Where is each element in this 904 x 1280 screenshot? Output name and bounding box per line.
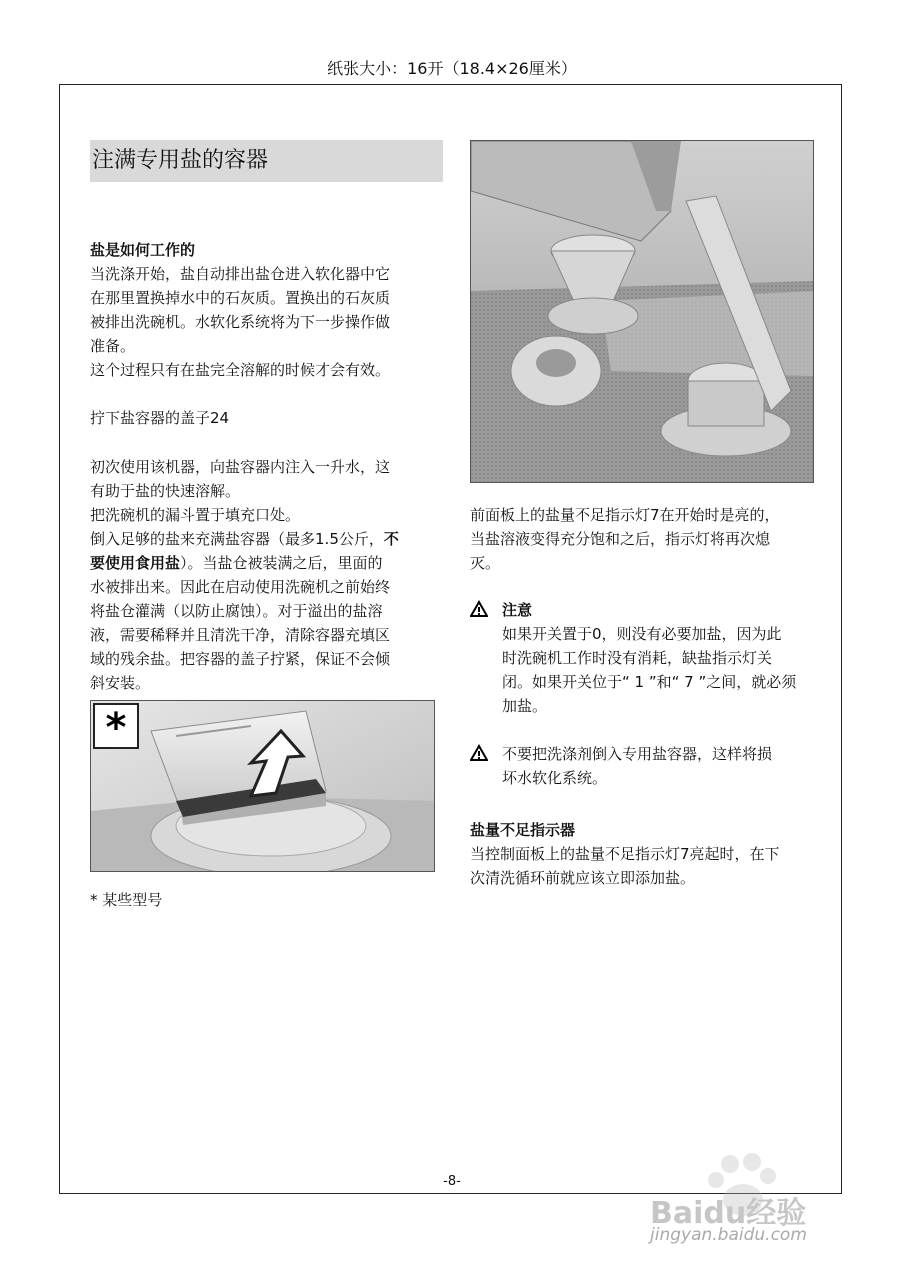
note-line: 闭。如果开关位于“ 1 ”和“ 7 ”之间，就必须 <box>502 673 797 691</box>
watermark-brand: Baidu经验 <box>650 1196 807 1231</box>
note-line: 如果开关置于0，则没有必要加盐，因为此 <box>502 625 782 643</box>
pour-text: 倒入足够的盐来充满盐容器（最多1.5公斤， <box>90 530 384 548</box>
how-it-works-title: 盐是如何工作的 <box>90 241 196 259</box>
note-title: 注意 <box>502 601 533 619</box>
warning-icon <box>470 744 488 762</box>
pour-bold: 不 <box>383 530 399 548</box>
salt-cap-drawing <box>91 701 435 872</box>
low-salt-block <box>470 818 815 890</box>
indicator-line: 灭。 <box>470 554 501 572</box>
pour-line <box>90 527 445 551</box>
warning-icon <box>470 600 488 618</box>
star-label: * <box>105 705 127 751</box>
page-number: -8- <box>443 1174 461 1189</box>
first-use-line: 有助于盐的快速溶解。 <box>90 482 241 500</box>
salt-cap-illustration <box>90 700 435 872</box>
how-line: 这个过程只有在盐完全溶解的时候才会有效。 <box>90 361 391 379</box>
indicator-line: 前面板上的盐量不足指示灯7在开始时是亮的， <box>470 506 780 524</box>
how-line: 当洗涤开始，盐自动排出盐仓进入软化器中它 <box>90 265 391 283</box>
watermark-url: jingyan.baidu.com <box>650 1225 807 1245</box>
warning-line: 不要把洗涤剂倒入专用盐容器，这样将损 <box>502 745 773 763</box>
pour-line: 将盐仓灌满（以防止腐蚀）。对于溢出的盐溶 <box>90 602 383 620</box>
salt-funnel-illustration <box>470 140 814 483</box>
first-use-line: 把洗碗机的漏斗置于填充口处。 <box>90 506 301 524</box>
section-title: 注满专用盐的容器 <box>90 140 443 182</box>
warning-line: 坏水软化系统。 <box>502 769 608 787</box>
detergent-warning-block <box>470 742 815 790</box>
salt-funnel-drawing <box>471 141 814 483</box>
pour-bold: 要使用食用盐 <box>90 554 181 572</box>
how-it-works-block <box>90 238 445 382</box>
indicator-block <box>470 503 815 575</box>
pour-line: 斜安装。 <box>90 674 151 692</box>
indicator-line: 当盐溶液变得充分饱和之后，指示灯将再次熄 <box>470 530 771 548</box>
pour-line: 水被排出来。因此在启动使用洗碗机之前始终 <box>90 578 391 596</box>
footnote: * 某些型号 <box>90 891 163 909</box>
pour-line <box>90 551 445 575</box>
how-line: 在那里置换掉水中的石灰质。置换出的石灰质 <box>90 289 391 307</box>
low-salt-title: 盐量不足指示器 <box>470 821 576 839</box>
unscrew-instruction: 拧下盐容器的盖子24 <box>90 409 230 427</box>
note-line: 时洗碗机工作时没有消耗，缺盐指示灯关 <box>502 649 773 667</box>
paper-size-header: 纸张大小：16开（18.4×26厘米） <box>327 59 577 78</box>
pour-text: ）。当盐仓被装满之后，里面的 <box>180 554 383 572</box>
first-use-line: 初次使用该机器，向盐容器内注入一升水，这 <box>90 458 391 476</box>
how-line: 被排出洗碗机。水软化系统将为下一步操作做 <box>90 313 391 331</box>
pour-line: 域的残余盐。把容器的盖子拧紧，保证不会倾 <box>90 650 391 668</box>
low-salt-line: 当控制面板上的盐量不足指示灯7亮起时，在下 <box>470 845 780 863</box>
first-use-block <box>90 455 445 695</box>
note-line: 加盐。 <box>502 697 548 715</box>
how-line: 准备。 <box>90 337 136 355</box>
note-block <box>470 598 815 718</box>
low-salt-line: 次清洗循环前就应该立即添加盐。 <box>470 869 696 887</box>
pour-line: 液，需要稀释并且清洗干净，清除容器充填区 <box>90 626 391 644</box>
